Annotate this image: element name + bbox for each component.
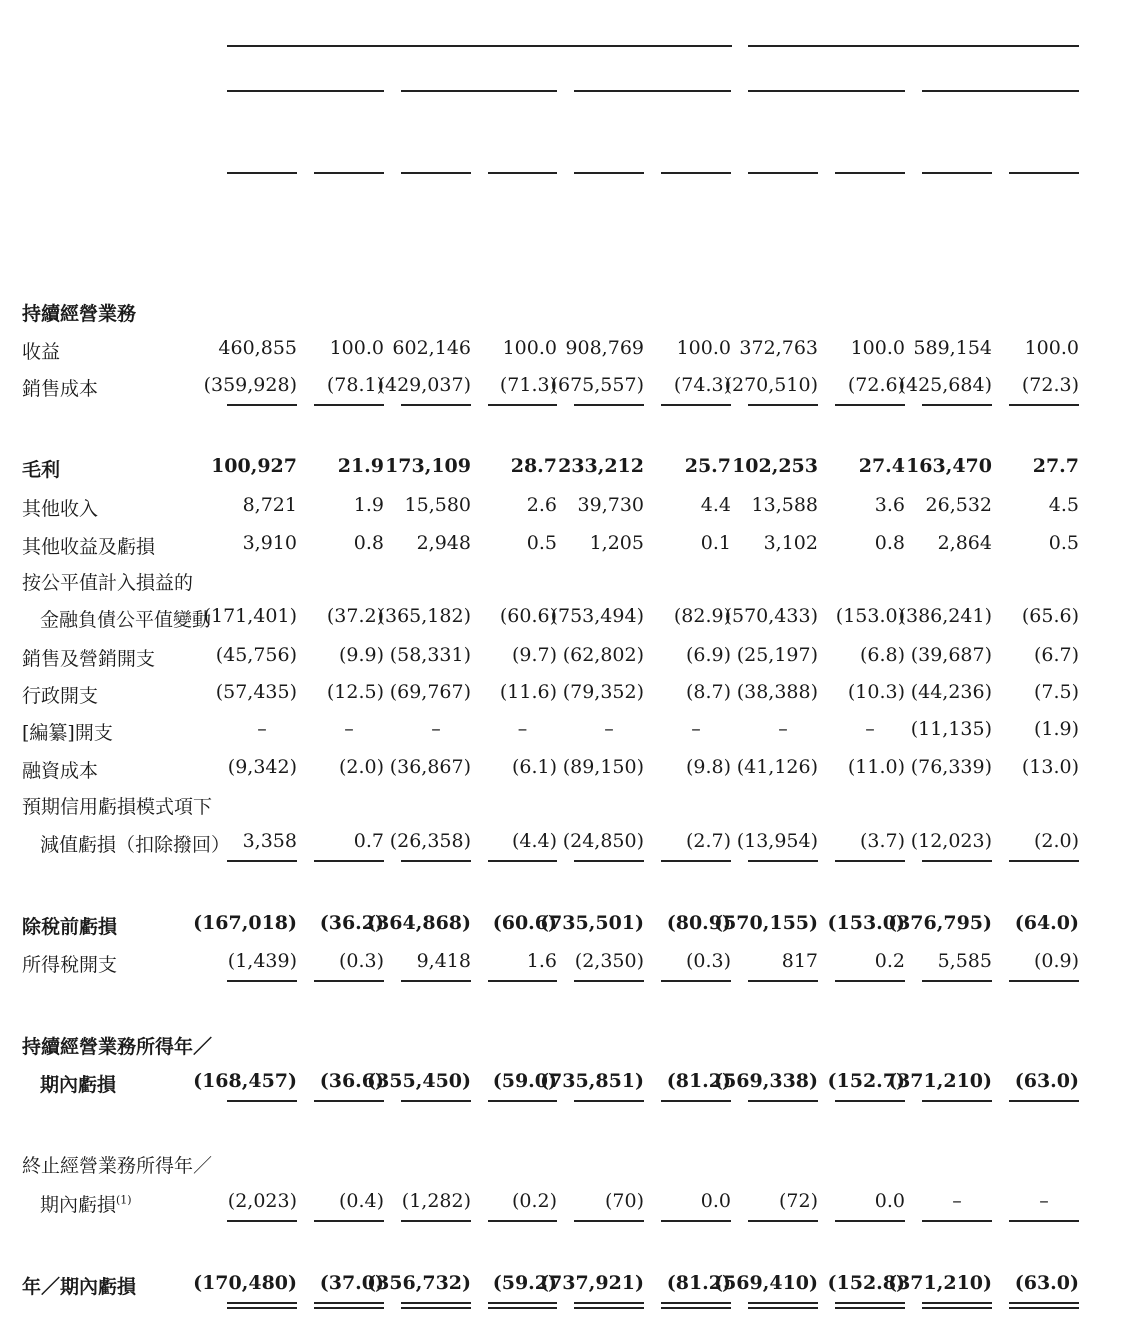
percent-cell: 0.8 [353, 532, 384, 554]
percent-cell: 4.5 [1048, 494, 1079, 516]
percent-cell: – [865, 718, 875, 740]
header-year-rule [574, 90, 731, 92]
total-double-rule [574, 1302, 644, 1309]
percent-cell: (60.6) [492, 912, 557, 934]
amount-cell: 233,212 [558, 455, 644, 477]
percent-cell: (72.3) [1021, 374, 1079, 396]
amount-cell: (9,342) [227, 756, 297, 778]
percent-cell: (6.7) [1033, 644, 1079, 666]
percent-cell: (0.2) [511, 1190, 557, 1212]
percent-cell: (80.9) [666, 912, 731, 934]
percent-cell: – [1039, 1190, 1049, 1212]
subtotal-rule [922, 404, 992, 406]
subtotal-rule [314, 980, 384, 982]
percent-cell: (71.3) [499, 374, 557, 396]
percent-cell: (7.5) [1033, 681, 1079, 703]
total-double-rule [661, 1302, 731, 1309]
percent-cell: 0.1 [700, 532, 731, 554]
amount-cell: (24,850) [562, 830, 644, 852]
amount-cell: 15,580 [404, 494, 471, 516]
percent-cell: (72.6) [847, 374, 905, 396]
row-label-text: 銷售及營銷開支 [22, 648, 156, 670]
percent-cell: (13.0) [1021, 756, 1079, 778]
amount-cell: (429,037) [377, 374, 471, 396]
subtotal-rule [835, 404, 905, 406]
header-col-rule [488, 172, 557, 174]
amount-cell: (45,756) [215, 644, 297, 666]
percent-cell: 0.8 [874, 532, 905, 554]
subtotal-rule [401, 1100, 471, 1102]
header-col-rule [401, 172, 471, 174]
amount-cell: (167,018) [193, 912, 297, 934]
amount-cell: (171,401) [203, 605, 297, 627]
subtotal-rule [661, 1220, 731, 1222]
amount-cell: (69,767) [389, 681, 471, 703]
percent-cell: (81.2) [666, 1272, 731, 1294]
amount-cell: (58,331) [389, 644, 471, 666]
amount-cell: (570,155) [714, 912, 818, 934]
percent-cell: 0.2 [874, 950, 905, 972]
subtotal-rule [314, 860, 384, 862]
percent-cell: (6.8) [859, 644, 905, 666]
percent-cell: 28.7 [510, 455, 557, 477]
percent-cell: (153.0) [835, 605, 905, 627]
percent-cell: (2.0) [338, 756, 384, 778]
percent-cell: (0.3) [338, 950, 384, 972]
header-col-rule [227, 172, 297, 174]
subtotal-rule [488, 980, 557, 982]
percent-cell: 27.4 [858, 455, 905, 477]
row-label [22, 681, 98, 708]
percent-cell: 21.9 [337, 455, 384, 477]
amount-cell: (26,358) [389, 830, 471, 852]
header-col-rule [661, 172, 731, 174]
subtotal-rule [488, 860, 557, 862]
percent-cell: 25.7 [684, 455, 731, 477]
header-col-rule [748, 172, 818, 174]
subtotal-rule [748, 980, 818, 982]
subtotal-rule [488, 1220, 557, 1222]
amount-cell: 3,102 [763, 532, 818, 554]
percent-cell: (60.6) [499, 605, 557, 627]
row-label-text: 毛利 [22, 459, 61, 481]
amount-cell: – [431, 718, 441, 740]
amount-cell: 26,532 [925, 494, 992, 516]
percent-cell: (10.3) [847, 681, 905, 703]
amount-cell: (79,352) [562, 681, 644, 703]
amount-cell: (425,684) [898, 374, 992, 396]
subtotal-rule [835, 980, 905, 982]
amount-cell: (376,795) [888, 912, 992, 934]
amount-cell: (371,210) [888, 1272, 992, 1294]
row-label-text: 除稅前虧損 [22, 916, 118, 938]
amount-cell: (13,954) [736, 830, 818, 852]
amount-cell: 39,730 [577, 494, 644, 516]
row-label-text: 預期信用虧損模式項下 [22, 796, 213, 818]
subtotal-rule [574, 860, 644, 862]
percent-cell: (152.7) [827, 1070, 905, 1092]
row-label [22, 1151, 212, 1178]
percent-cell: (0.4) [338, 1190, 384, 1212]
subtotal-rule [922, 860, 992, 862]
row-label-text: 所得稅開支 [22, 954, 118, 976]
row-label [40, 1190, 132, 1217]
subtotal-rule [922, 980, 992, 982]
percent-cell: (65.6) [1021, 605, 1079, 627]
amount-cell: (735,851) [540, 1070, 644, 1092]
total-double-rule [488, 1302, 557, 1309]
header-group-rule [748, 45, 1079, 47]
subtotal-rule [835, 860, 905, 862]
amount-cell: 602,146 [392, 337, 471, 359]
row-label-text: 其他收入 [22, 498, 99, 520]
amount-cell: (359,928) [203, 374, 297, 396]
amount-cell: (270,510) [724, 374, 818, 396]
percent-cell: 100.0 [676, 337, 731, 359]
amount-cell: (76,339) [910, 756, 992, 778]
percent-cell: 0.7 [353, 830, 384, 852]
amount-cell: (57,435) [215, 681, 297, 703]
row-label [40, 1070, 116, 1097]
amount-cell: (570,433) [724, 605, 818, 627]
amount-cell: (365,182) [377, 605, 471, 627]
header-year-rule [748, 90, 905, 92]
row-label-text: 終止經營業務所得年／ [22, 1155, 213, 1177]
header-year-rule [227, 90, 384, 92]
header-col-rule [574, 172, 644, 174]
subtotal-rule [314, 1220, 384, 1222]
row-label [22, 718, 113, 745]
percent-cell: (78.1) [326, 374, 384, 396]
header-col-rule [835, 172, 905, 174]
subtotal-rule [835, 1220, 905, 1222]
amount-cell: (569,338) [714, 1070, 818, 1092]
subtotal-rule [574, 1220, 644, 1222]
amount-cell: (1,282) [401, 1190, 471, 1212]
amount-cell: (11,135) [910, 718, 992, 740]
percent-cell: 3.6 [874, 494, 905, 516]
subtotal-rule [922, 1220, 992, 1222]
percent-cell: (4.4) [511, 830, 557, 852]
amount-cell: – [604, 718, 614, 740]
total-double-rule [401, 1302, 471, 1309]
header-col-rule [314, 172, 384, 174]
percent-cell: (82.9) [673, 605, 731, 627]
row-label-text: [編纂]開支 [22, 722, 113, 744]
subtotal-rule [748, 1220, 818, 1222]
amount-cell: (44,236) [910, 681, 992, 703]
row-label-text: 減值虧損（扣除撥回） [40, 834, 231, 856]
percent-cell: (59.0) [492, 1070, 557, 1092]
percent-cell: (2.0) [1033, 830, 1079, 852]
percent-cell: 1.6 [526, 950, 557, 972]
percent-cell: (37.0) [319, 1272, 384, 1294]
header-col-rule [1009, 172, 1079, 174]
amount-cell: (386,241) [898, 605, 992, 627]
amount-cell: – [952, 1190, 962, 1212]
row-label-text: 行政開支 [22, 685, 99, 707]
amount-cell: (36,867) [389, 756, 471, 778]
amount-cell: (62,802) [562, 644, 644, 666]
row-label [22, 337, 60, 364]
row-label [22, 455, 60, 482]
row-label-text: 年／期內虧損 [22, 1276, 137, 1298]
row-label [22, 756, 98, 783]
row-label-text: 融資成本 [22, 760, 99, 782]
subtotal-rule [748, 1100, 818, 1102]
percent-cell: (36.2) [319, 912, 384, 934]
percent-cell: 27.7 [1032, 455, 1079, 477]
amount-cell: 372,763 [739, 337, 818, 359]
row-label-text: 持續經營業務所得年／ [22, 1036, 213, 1058]
subtotal-rule [1009, 1220, 1079, 1222]
amount-cell: (355,450) [367, 1070, 471, 1092]
percent-cell: (6.9) [685, 644, 731, 666]
row-label [22, 912, 117, 939]
amount-cell: (356,732) [367, 1272, 471, 1294]
header-col-rule [922, 172, 992, 174]
total-double-rule [922, 1302, 992, 1309]
subtotal-rule [661, 1100, 731, 1102]
subtotal-rule [922, 1100, 992, 1102]
amount-cell: 589,154 [913, 337, 992, 359]
subtotal-rule [227, 404, 297, 406]
amount-cell: 102,253 [732, 455, 818, 477]
subtotal-rule [227, 860, 297, 862]
percent-cell: (153.0) [827, 912, 905, 934]
percent-cell: (11.6) [499, 681, 557, 703]
amount-cell: (72) [778, 1190, 818, 1212]
percent-cell: 2.6 [526, 494, 557, 516]
amount-cell: 1,205 [589, 532, 644, 554]
percent-cell: (6.1) [511, 756, 557, 778]
subtotal-rule [574, 980, 644, 982]
subtotal-rule [748, 860, 818, 862]
amount-cell: (38,388) [736, 681, 818, 703]
percent-cell: (63.0) [1014, 1272, 1079, 1294]
subtotal-rule [314, 1100, 384, 1102]
row-label [22, 644, 155, 671]
subtotal-rule [574, 1100, 644, 1102]
subtotal-rule [574, 404, 644, 406]
amount-cell: 3,358 [242, 830, 297, 852]
percent-cell: (2.7) [685, 830, 731, 852]
percent-cell: (12.5) [326, 681, 384, 703]
amount-cell: (1,439) [227, 950, 297, 972]
subtotal-rule [1009, 1100, 1079, 1102]
percent-cell: (9.9) [338, 644, 384, 666]
percent-cell: 100.0 [1024, 337, 1079, 359]
subtotal-rule [401, 404, 471, 406]
row-label-text: 按公平值計入損益的 [22, 572, 194, 594]
percent-cell: (81.2) [666, 1070, 731, 1092]
amount-cell: 8,721 [242, 494, 297, 516]
amount-cell: 2,864 [937, 532, 992, 554]
percent-cell: 0.5 [1048, 532, 1079, 554]
subtotal-rule [401, 860, 471, 862]
subtotal-rule [227, 1100, 297, 1102]
amount-cell: (569,410) [714, 1272, 818, 1294]
percent-cell: – [517, 718, 528, 740]
amount-cell: (70) [604, 1190, 644, 1212]
total-double-rule [748, 1302, 818, 1309]
subtotal-rule [661, 404, 731, 406]
percent-cell: 4.4 [700, 494, 731, 516]
percent-cell: (64.0) [1014, 912, 1079, 934]
row-label [22, 568, 193, 595]
percent-cell: (36.6) [319, 1070, 384, 1092]
percent-cell: (9.8) [685, 756, 731, 778]
percent-cell: (0.9) [1033, 950, 1079, 972]
header-group-rule [227, 45, 732, 47]
percent-cell: (8.7) [685, 681, 731, 703]
amount-cell: 817 [781, 950, 818, 972]
percent-cell: – [344, 718, 354, 740]
subtotal-rule [1009, 860, 1079, 862]
amount-cell: 3,910 [242, 532, 297, 554]
percent-cell: (37.2) [326, 605, 384, 627]
total-double-rule [1009, 1302, 1079, 1309]
subtotal-rule [401, 1220, 471, 1222]
amount-cell: (371,210) [888, 1070, 992, 1092]
amount-cell: (735,501) [540, 912, 644, 934]
percent-cell: (74.3) [673, 374, 731, 396]
percent-cell: (59.2) [492, 1272, 557, 1294]
header-year-rule [922, 90, 1079, 92]
subtotal-rule [835, 1100, 905, 1102]
subtotal-rule [401, 980, 471, 982]
subtotal-rule [1009, 980, 1079, 982]
header-year-rule [401, 90, 557, 92]
subtotal-rule [488, 1100, 557, 1102]
percent-cell: (11.0) [847, 756, 905, 778]
subtotal-rule [1009, 404, 1079, 406]
amount-cell: 13,588 [751, 494, 818, 516]
percent-cell: – [691, 718, 701, 740]
amount-cell: 9,418 [416, 950, 471, 972]
total-double-rule [227, 1302, 297, 1309]
amount-cell: (364,868) [367, 912, 471, 934]
row-label [22, 532, 155, 559]
percent-cell: 100.0 [329, 337, 384, 359]
row-label-text: 期內虧損 [40, 1194, 117, 1216]
percent-cell: 100.0 [502, 337, 557, 359]
amount-cell: (168,457) [193, 1070, 297, 1092]
subtotal-rule [748, 404, 818, 406]
amount-cell: 5,585 [937, 950, 992, 972]
amount-cell: 100,927 [211, 455, 297, 477]
row-label [22, 792, 212, 819]
amount-cell: (2,023) [227, 1190, 297, 1212]
amount-cell: (753,494) [550, 605, 644, 627]
row-label-text: 金融負債公平值變動 [40, 609, 212, 631]
amount-cell: 908,769 [565, 337, 644, 359]
row-label-text: 持續經營業務 [22, 303, 137, 325]
amount-cell: 173,109 [385, 455, 471, 477]
row-label [22, 1032, 212, 1059]
total-double-rule [835, 1302, 905, 1309]
amount-cell: 2,948 [416, 532, 471, 554]
amount-cell: (737,921) [540, 1272, 644, 1294]
amount-cell: – [778, 718, 788, 740]
row-label [22, 950, 117, 977]
total-double-rule [314, 1302, 384, 1309]
percent-cell: (63.0) [1014, 1070, 1079, 1092]
amount-cell: (25,197) [736, 644, 818, 666]
subtotal-rule [314, 404, 384, 406]
amount-cell: – [257, 718, 267, 740]
row-label-text: 收益 [22, 341, 61, 363]
amount-cell: (89,150) [562, 756, 644, 778]
percent-cell: 1.9 [353, 494, 384, 516]
amount-cell: (12,023) [910, 830, 992, 852]
row-label [22, 374, 98, 401]
row-label-text: 銷售成本 [22, 378, 99, 400]
row-label-text: 期內虧損 [40, 1074, 117, 1096]
percent-cell: (0.3) [685, 950, 731, 972]
amount-cell: (39,687) [910, 644, 992, 666]
amount-cell: (2,350) [574, 950, 644, 972]
amount-cell: (170,480) [193, 1272, 297, 1294]
row-label [22, 494, 98, 521]
percent-cell: 100.0 [850, 337, 905, 359]
row-label [22, 1272, 136, 1299]
percent-cell: 0.5 [526, 532, 557, 554]
percent-cell: (152.8) [827, 1272, 905, 1294]
subtotal-rule [227, 1220, 297, 1222]
footnote-marker: (1) [116, 1193, 132, 1207]
row-label-text: 其他收益及虧損 [22, 536, 156, 558]
amount-cell: (41,126) [736, 756, 818, 778]
amount-cell: 460,855 [218, 337, 297, 359]
percent-cell: 0.0 [700, 1190, 731, 1212]
amount-cell: 163,470 [906, 455, 992, 477]
percent-cell: (1.9) [1033, 718, 1079, 740]
subtotal-rule [227, 980, 297, 982]
subtotal-rule [488, 404, 557, 406]
percent-cell: 0.0 [874, 1190, 905, 1212]
percent-cell: (3.7) [859, 830, 905, 852]
percent-cell: (9.7) [511, 644, 557, 666]
subtotal-rule [661, 980, 731, 982]
subtotal-rule [661, 860, 731, 862]
amount-cell: (675,557) [550, 374, 644, 396]
row-label [22, 299, 136, 326]
